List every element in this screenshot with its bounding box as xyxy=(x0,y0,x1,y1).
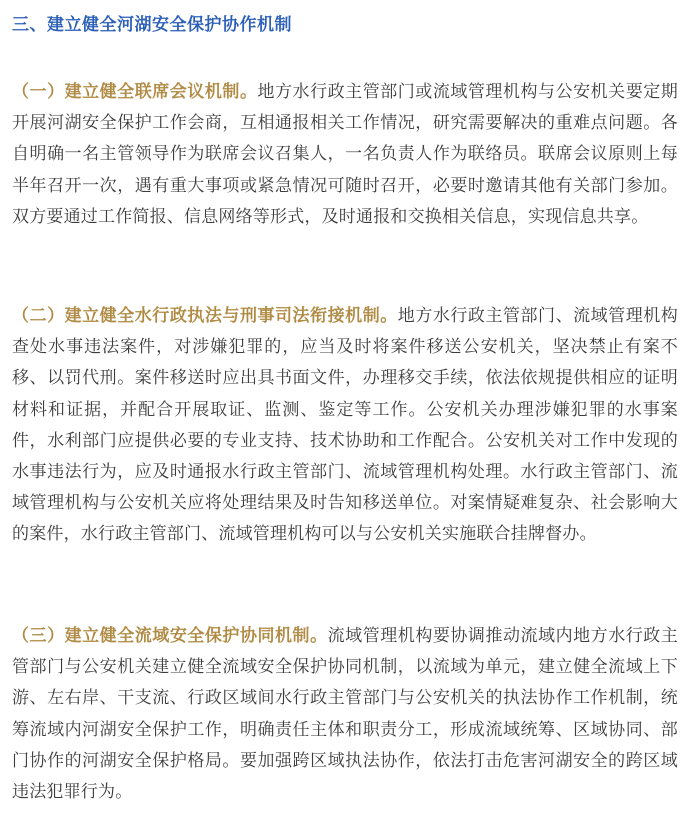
paragraph-lead: （三）建立健全流域安全保护协同机制。 xyxy=(12,626,328,646)
paragraph-lead: （二）建立健全水行政执法与刑事司法衔接机制。 xyxy=(12,306,398,326)
paragraph-body: 地方水行政主管部门或流域管理机构与公安机关要定期开展河湖安全保护工作会商，互相通报相关工作情况，研究需要解决的重难点问题。各自明确一名主管领导作为联席会议召集人，一名负责人作为联络员。联席会议原则上每半年召开一次，遇有重大事项或紧急情况可随时召开，必要时邀请其他有关部门参加。双方要通过工作简报、信息网络等形式，及时通报和交换相关信息，实现信息共享。 xyxy=(12,82,678,227)
paragraph-body: 地方水行政主管部门、流域管理机构查处水事违法案件，对涉嫌犯罪的，应当及时将案件移送公安机关，坚决禁止有案不移、以罚代刑。案件移送时应出具书面文件，办理移交手续，依法依规提供相应的证明材料和证据，并配合开展取证、监测、鉴定等工作。公安机关办理涉嫌犯罪的水事案件，水利部门应提供必要的专业支持、技术协助和工作配合。公安机关对工作中发现的水事违法行为，应及时通报水行政主管部门、流域管理机构处理。水行政主管部门、流域管理机构与公安机关应将处理结果及时告知移送单位。对案情疑难复杂、社会影响大的案件，水行政主管部门、流域管理机构可以与公安机关实施联合挂牌督办。 xyxy=(12,306,679,545)
section-title: 三、建立健全河湖安全保护协作机制 xyxy=(12,15,292,35)
paragraph-basin-coordination xyxy=(12,621,678,808)
paragraph-body: 流域管理机构要协调推动流域内地方水行政主管部门与公安机关建立健全流域安全保护协同机制，以流域为单元，建立健全流域上下游、左右岸、干支流、行政区域间水行政主管部门与公安机关的执法协作工作机制，统筹流域内河湖安全保护工作，明确责任主体和职责分工，形成流域统筹、区域协同、部门协作的河湖安全保护格局。要加强跨区域执法协作，依法打击危害河湖安全的跨区域违法犯罪行为。 xyxy=(12,626,679,803)
paragraph-joint-meeting xyxy=(12,77,678,233)
paragraph-law-enforcement-link xyxy=(12,301,678,551)
paragraph-lead: （一）建立健全联席会议机制。 xyxy=(12,82,258,102)
